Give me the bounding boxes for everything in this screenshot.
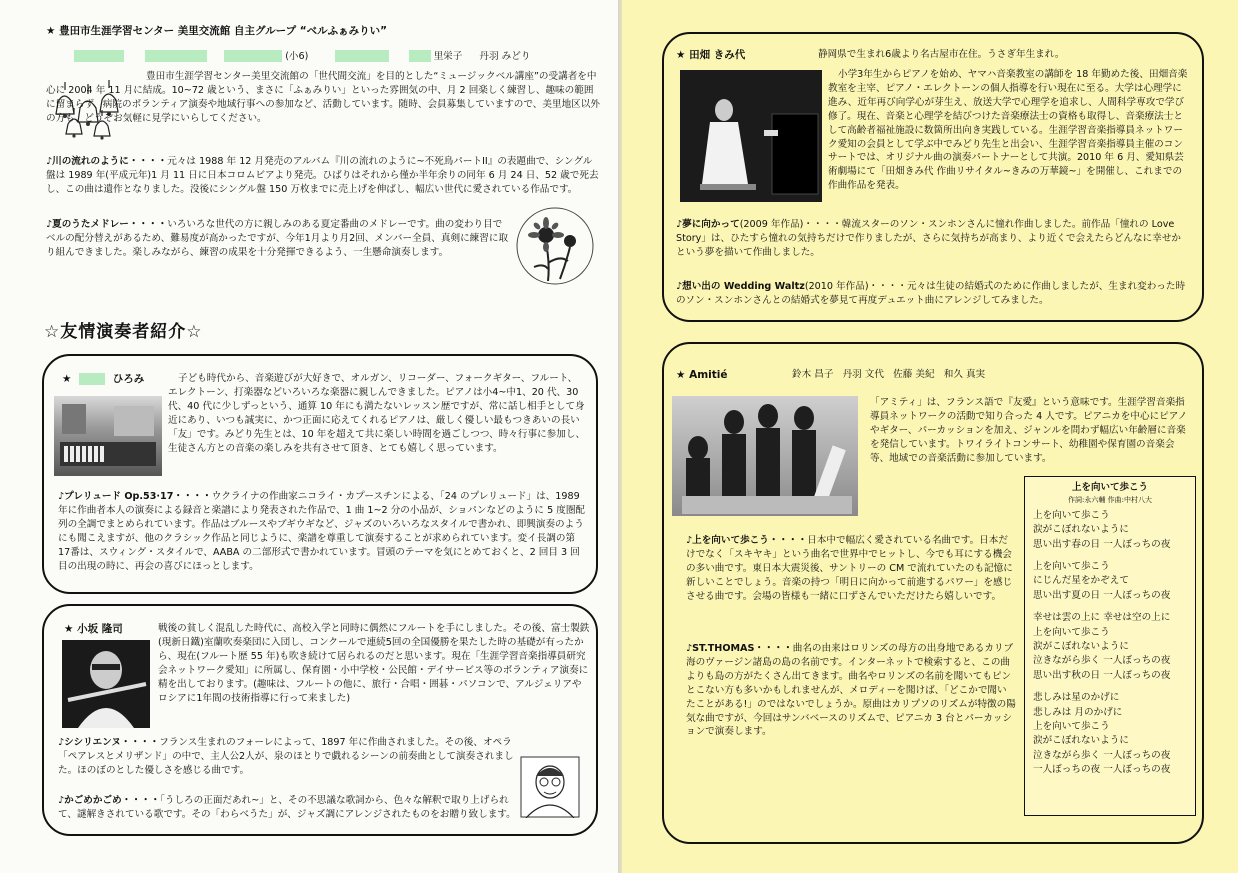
song-title: ♪川の流れのように・・・・ [46, 156, 168, 167]
redacted-name [145, 50, 207, 62]
piece-title: ♪上を向いて歩こう・・・・ [686, 535, 808, 546]
portrait-sketch [520, 756, 580, 818]
redacted-name [335, 50, 389, 62]
redacted-name [74, 50, 124, 62]
amitie-members: 鈴木 昌子 丹羽 文代 佐藤 美紀 和久 真実 [792, 369, 986, 380]
performer-name-hiromi [62, 372, 144, 387]
lyrics-title: 上を向いて歩こう [1071, 482, 1148, 493]
flute-player-photo [62, 640, 150, 728]
performer-origin-tabata: 静岡県で生まれ6歳より名古屋市在住。うさぎ年生まれ。 [818, 49, 1065, 60]
piece-yume-ni-mukatte [676, 218, 1190, 260]
lyrics-line: 涙がこぼれないように [1033, 524, 1129, 536]
piece-title: ♪夢に向かって [676, 219, 740, 230]
member-name: 丹羽 みどり [479, 51, 531, 62]
section-title: ☆友情演奏者紹介☆ [44, 322, 203, 342]
pianist-photo [680, 70, 822, 202]
song-title: ♪夏のうたメドレー・・・・ [46, 219, 168, 230]
performer-photo-amitie [672, 396, 858, 516]
performer-bio-hiromi: 子ども時代から、音楽遊びが大好きで、オルガン、リコーダー、フォークギター、フルート、エレクトーン、打楽器などいろいろな楽器に親しんできました。ピアノは小4~中1、20 代、30 代、40 代に少しずっという、通算 10 年にも満たないレッスン歴ですが、常に話し相手として身近にあり、いつも誠実に、かつ正面に応えてくれるピアノは、厳しく優しい最もつきあいの長い「友」です。みどり先生とは、10 年を超えて共に楽しい時間を過ごしつつ、時々行事に参加し、生徒さん方との音楽の楽しみを共有させて頂き、とても嬉しく思っています。 [168, 373, 586, 454]
song-kawa-no-nagare [46, 155, 600, 197]
lyrics-line: 涙がこぼれないように [1033, 735, 1129, 747]
redacted-name [224, 50, 282, 62]
lyrics-line: 上を向いて歩こう [1033, 626, 1110, 638]
piece-title: ♪シシリエンヌ・・・・ [58, 737, 160, 748]
piece-ue-wo-muite [686, 534, 1016, 604]
performer-name-kosaka: ★ 小坂 隆司 [64, 623, 123, 635]
piece-description: 「うしろの正面だあれ~」と、その不思議な歌詞から、色々な解釈で取り上げられて、謎解きされている歌です。その「わらべうた」が、ジャズ調にアレンジされたものをお贈り致します。 [58, 795, 516, 820]
amitie-bio: 「アミティ」は、フランス語で『友愛』という意味です。生涯学習音楽指導員ネットワークの活動で知り合った 4 人です。ピアニカを中心にピアノやギター、パーカッションを加え、ジャンルを問わず幅広い年齢層に音楽を発信しています。トワイライトコンサート、幼稚園や保育園の音楽会等、地域での音楽活動に参加しています。 [870, 397, 1188, 464]
piece-sicilienne [58, 736, 518, 778]
star-icon: ★ [62, 373, 72, 385]
lyrics-line: 上を向いて歩こう [1033, 561, 1110, 573]
piece-description: 曲名の由来はロリンズの母方の出身地であるカリブ海のヴァージン諸島の島の名前です。インターネットで検索すると、この曲よりも島の方がたくさん出てきます。曲名やロリンズの名前を聞いてもピンとこない方も多いかもしれませんが、メロディーを聞けば、「どこかで聞いたことがある!」のではないでしょうか。原曲はカリプソのリズムが特徴の陽気な曲ですが、今回はサンバベースのリズムで、ピアニカ 3 台とパーカッションで演奏します。 [686, 643, 1016, 738]
piece-title: ♪プレリュード Op.53·17・・・・ [58, 491, 212, 502]
piece-prelude [58, 490, 586, 573]
redacted-name [79, 373, 105, 385]
lyrics-line: 上を向いて歩こう [1033, 720, 1110, 732]
performer-bio-kosaka: 戦後の貧しく混乱した時代に、高校入学と同時に偶然にフルートを手にしました。その後、富士製鉄(現新日鐵)室蘭吹奏楽団に入団し、コンクールで連続5回の全国優勝を果たした時の基礎が有ったから、現在(フルート歴 55 年)も吹き続けて居られるのだと思います。現在「生涯学習音楽指導員研究会ネットワーク愛知」に所属し、保育園・小中学校・公民館・デイサービス等のボランティア演奏に精を出しております。(趣味は、フルートの他に、旅行・合唱・囲碁・パソコンで、アルジェリアやロシアに1年間の技術指導に行って来ました) [158, 623, 590, 704]
member-suffix: (小6) [285, 51, 309, 62]
performer-photo-hiromi [54, 396, 162, 476]
piece-description: フランス生まれのフォーレによって、1897 年に作曲されました。その後、オペラ「ペアレスとメリザンド」の中で、主人公2人が、泉のほとりで戯れるシーンの前奏曲として演奏されました。ほのぼのとした優しさを感じる曲です。 [58, 737, 514, 776]
redacted-name [409, 50, 431, 62]
lyrics-stanza [1033, 509, 1187, 552]
lyrics-line: 幸せは雲の上に 幸せは空の上に [1033, 612, 1171, 624]
piece-title: ♪想い出の Wedding Waltz [676, 281, 805, 292]
right-page [622, 0, 1238, 873]
lyrics-line: 思い出す夏の日 一人ぼっちの夜 [1033, 589, 1171, 601]
lyrics-credits: 作詞:永六輔 作曲:中村八大 [1068, 495, 1152, 504]
group-intro: 豊田市生涯学習センター美里交流館の「世代間交流」を目的とした“ミュージックベル講座”の受講者を中心に 2004 年 11 月に結成。10~72 歳という、まさに「ふぁみりい」といった雰囲気の中、月 2 回楽しく練習し、趣味の範囲に留まらず、病院のボランティア演奏や地域行事への参加など、活動しています。随時、会員募集していますので、美里地区以外の方も、どうぞお気軽に見学にいらしてください。 [46, 71, 600, 124]
performer-name-tabata: ★ 田畑 きみ代 [676, 49, 746, 61]
lyrics-line: 悲しみは星のかげに [1033, 692, 1120, 704]
lyrics-line: 上を向いて歩こう [1033, 509, 1110, 521]
performer-bio-tabata: 小学3年生からピアノを始め、ヤマハ音楽教室の講師を 18 年勤めた後、田畑音楽教室を主宰、ピアノ・エレクトーンの個人指導を行い現在に至る。大学は心理学に進み、近年再び向学心が芽生え、放送大学で心理学を追求し、人間科学専攻で学び修了。現在、音楽と心理学を結びつけた音楽療法士の資格も取得し、音楽療法士として高齢者福祉施設に数箇所出向き実践している。生涯学習音楽指導員ネットワーク愛知の会員として学ぶ中でみどり先生と出会い、生涯学習音楽指導員主催のコンサートでは、オリジナル曲の演奏パートナーとして共演。2010 年 6 月、愛知県芸術劇場にて「田畑きみ代 作曲リサイタル~きみの万華鏡~」を開催し、これまでの作曲作品を発表。 [828, 69, 1188, 192]
sunflower-illustration [514, 205, 596, 287]
group-photo [672, 396, 858, 516]
performer-photo-kosaka [62, 640, 150, 728]
member-list [74, 50, 604, 64]
lyrics-stanza [1033, 560, 1187, 603]
lyrics-box [1024, 476, 1196, 816]
piece-title: ♪かごめかごめ・・・・ [58, 795, 161, 806]
performer-photo-tabata [680, 70, 822, 202]
piece-st-thomas [686, 642, 1016, 739]
song-natsu-no-uta [46, 218, 510, 260]
lyrics-line: 泣きながら歩く 一人ぼっちの夜 [1033, 749, 1171, 761]
piece-year: (2009 年作品)・・・・ [739, 219, 842, 230]
piece-description: 韓流スターのソン・スンホンさんに憧れ作曲しました。前作品「憧れの Love Story」は、ひたすら憧れの気持ちだけで作りましたが、さらに気持ちが高まり、より近くで会えたらどんなに幸せかという夢を描いて作曲しました。 [676, 219, 1182, 258]
group-header-title: ★ 豊田市生涯学習センター 美里交流館 自主グループ “ベルふぁみりい” [46, 25, 388, 37]
piece-description: 元々は生徒の結婚式のために作曲しましたが、生まれ変わった時のソン・スンホンさんとの結婚式を夢見て再度デュエット曲にアレンジしてみました。 [676, 281, 1186, 306]
lyrics-line: 一人ぼっちの夜 一人ぼっちの夜 [1033, 764, 1171, 776]
instruments-photo [54, 396, 162, 476]
piece-year: (2010 年作品)・・・・ [804, 281, 907, 292]
performer-name-amitie: ★ Amitié [676, 369, 728, 381]
lyrics-line: 思い出す秋の日 一人ぼっちの夜 [1033, 669, 1171, 681]
piece-title: ♪ST.THOMAS・・・・ [686, 643, 793, 654]
performer-name: ひろみ [112, 373, 145, 385]
lyrics-line: 涙がこぼれないように [1033, 641, 1129, 653]
lyrics-line: 思い出す春の日 一人ぼっちの夜 [1033, 538, 1171, 550]
piece-description: 日本中で幅広く愛されている名曲です。日本だけでなく「スキヤキ」という曲名で世界中でヒットし、今でも耳にする機会の多い曲です。東日本大震災後、サントリーの CM で流れていたのも記憶に新しいことでしょう。音楽の持つ「明日に向かって前進するパワー」を感じさせる曲です。会場の皆様も一緒に口ずさんでいただけたら嬉しいです。 [686, 535, 1013, 602]
member-suffix: 里栄子 [433, 51, 463, 62]
lyrics-line: 泣きながら歩く 一人ぼっちの夜 [1033, 655, 1171, 667]
song-description: いろいろな世代の方に親しみのある夏定番曲のメドレーです。曲の変わり目でベルの配分替えがあるため、難易度が高かったですが、今年1月より月2回、メンバー全員、真剣に練習に取り組んできました。楽しみながら、練習の成果を十分発揮できるよう、一生懸命演奏します。 [46, 219, 509, 258]
piece-kagome [58, 794, 516, 822]
song-description: 元々は 1988 年 12 月発売のアルバム『川の流れのように~不死鳥パートII』の表題曲で、シングル盤は 1989 年(平成元年)1 月 11 日に日本コロムビアより発売。ひばりはそれから僅か半年余りの同年 6 月 24 日、52 歳で死去し、この曲は遺作となりました。没後にシングル盤 150 万枚までに売上げを伸ばし、幅広い世代に愛されている作品です。 [46, 156, 599, 195]
lyrics-stanza [1033, 691, 1187, 777]
piece-description: ウクライナの作曲家ニコライ・カプースチンによる、「24 のプレリュード」は、1989 年に作曲者本人の演奏による録音と楽譜により発表された作品で、1 曲 1~2 分の小品が、ショパンなどのように 5 度圏配列の全調でまとめられています。作品はブルースやブギウギなど、ジャズのいろいろなスタイルで書かれ、即興演奏のようにも聞こえますが、他のクラシック作品と同じように、楽譜を尊重して演奏することが求められています。変イ長調の第17番は、スウィング・スタイルで、AABA の二部形式で書かれています。冒頭のテーマを気にとめておくと、2 回目 3 回目の出現の時に、再会の喜びにほっとします。 [58, 491, 586, 572]
lyrics-line: にじんだ星をかぞえて [1033, 575, 1129, 587]
lyrics-line: 悲しみは 月のかげに [1033, 706, 1123, 718]
piece-wedding-waltz [676, 280, 1190, 308]
lyrics-stanza [1033, 611, 1187, 683]
